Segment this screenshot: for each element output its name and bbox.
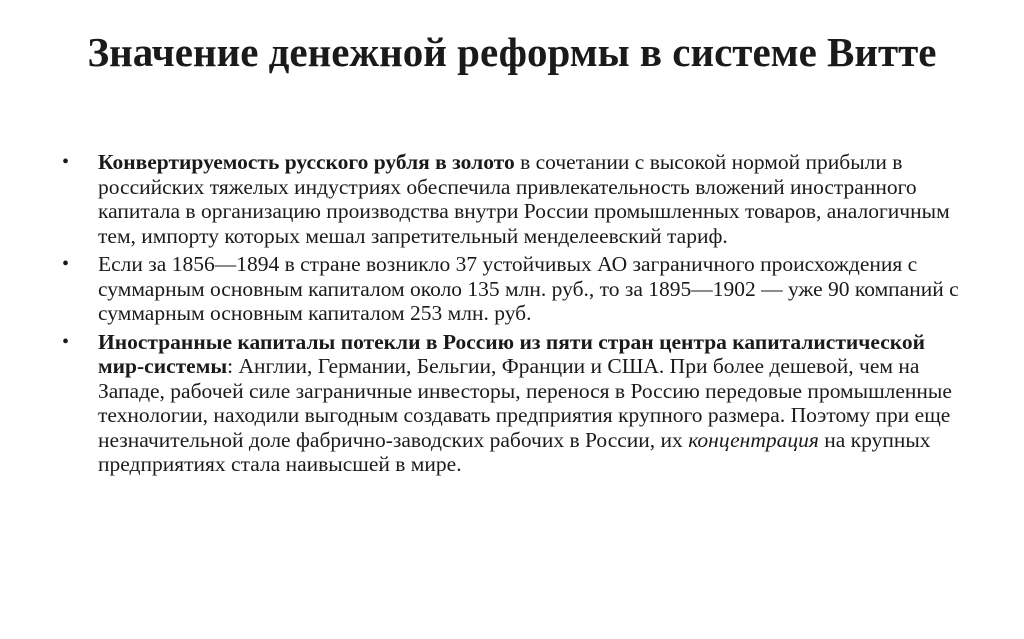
bullet-1-text: в сочетании с высокой нормой прибыли в российских тяжелых индустриях обеспечила привлекательность вложений иностранного капитала в организацию производства внутри России промышленных товаров, аналогичным тем, импорту которых мешал запретительный менделеевский тариф.	[98, 150, 950, 248]
bullet-3-text-end: на крупных предприятиях стала наивысшей в мире.	[98, 427, 931, 476]
bullet-3-bold-text: Иностранные капиталы потекли в Россию из пяти стран центра капиталистической мир-системы	[98, 329, 926, 378]
slide-title: Значение денежной реформы в системе Витте	[87, 29, 937, 75]
bullet-item-3	[60, 330, 972, 477]
bullet-icon: •	[62, 330, 70, 353]
bullet-3-italic-text: концентрация	[688, 427, 819, 452]
bullet-list	[60, 150, 972, 481]
bullet-icon: •	[62, 151, 70, 173]
bullet-2-text: Если за 1856—1894 в стране возникло 37 устойчивых АО заграничного происхождения с суммарным основным капиталом около 135 млн. руб., то за 1895—1902 — уже 90 компаний с суммарным основным капиталом 253 млн. руб.	[98, 252, 959, 325]
bullet-item-1	[60, 150, 972, 248]
bullet-icon: •	[62, 253, 70, 275]
bullet-3-text: : Англии, Германии, Бельгии, Франции и США. При более дешевой, чем на Западе, рабочей силе заграничные инвесторы, перенося в Россию передовые промышленные технологии, находили выгодным создавать предприятия крупного размера. Поэтому при еще незначительной доле фабрично-заводских рабочих в России, их	[98, 354, 952, 452]
bullet-item-2	[60, 252, 972, 326]
bullet-1-bold-text: Конвертируемость русского рубля в золото	[98, 150, 515, 174]
